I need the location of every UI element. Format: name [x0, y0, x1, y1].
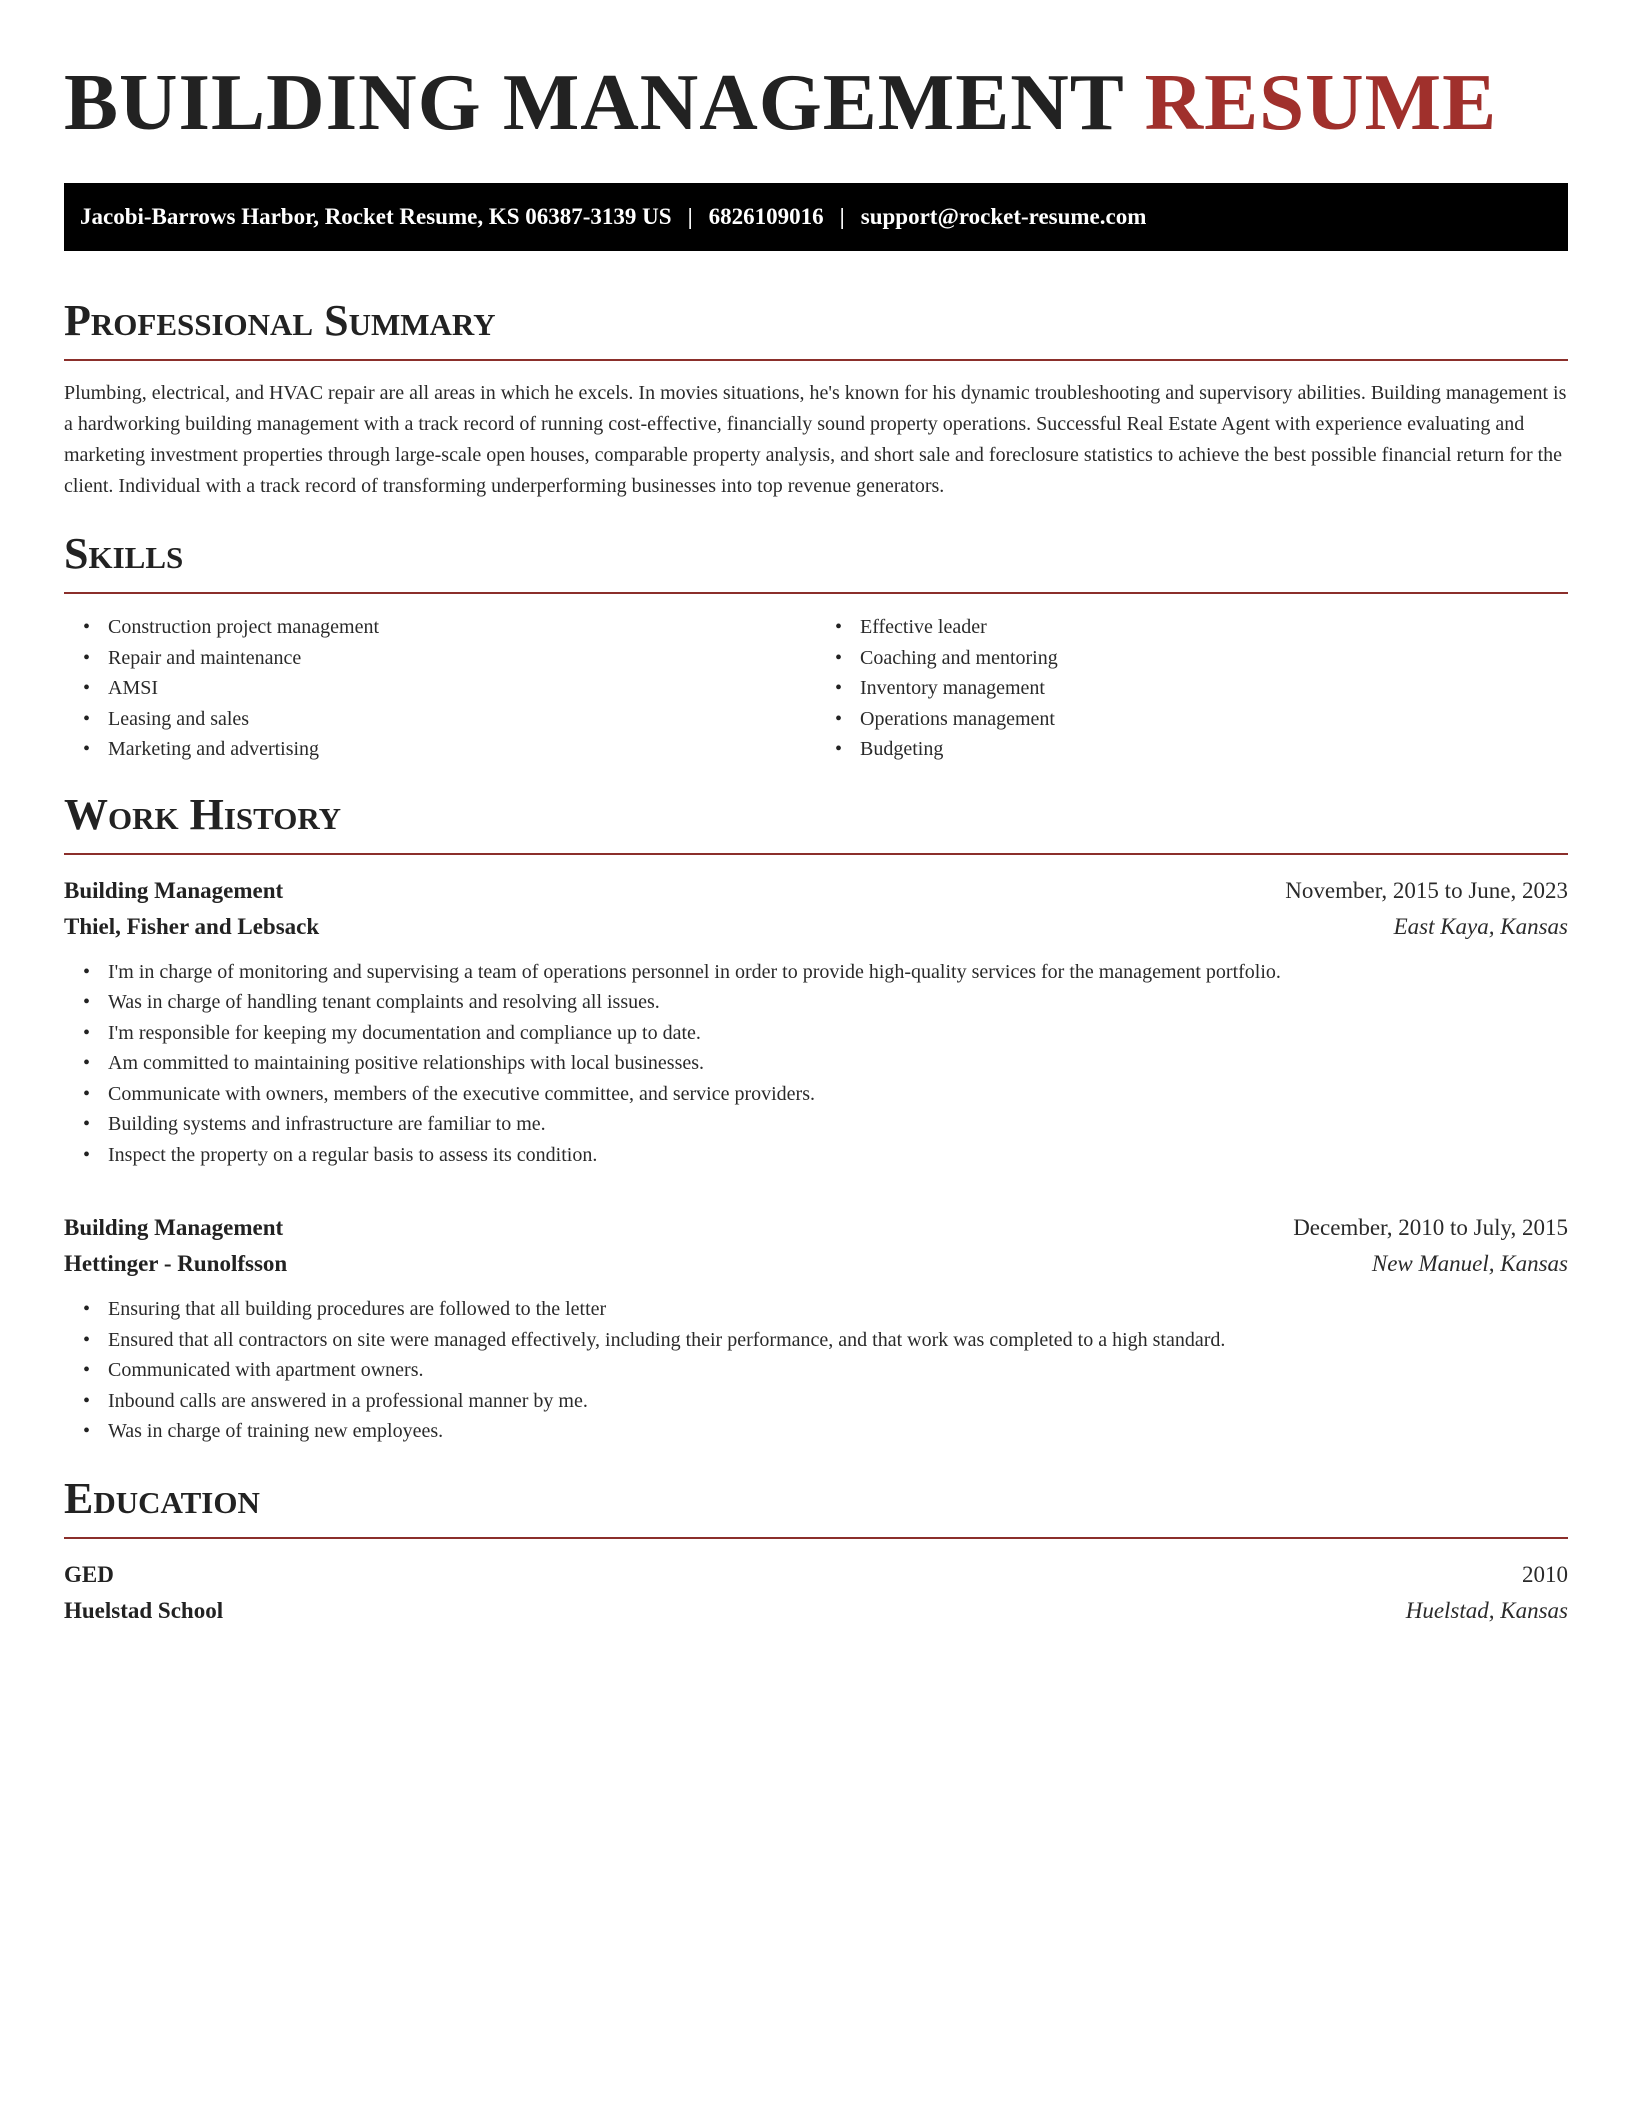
job-company-row: [64, 909, 1568, 945]
skill-item: • Inventory management: [860, 673, 1568, 704]
skills-list-left: [64, 612, 816, 765]
education-school-row: [64, 1593, 1568, 1629]
duty-item: • Building systems and infrastructure are familiar to me.: [108, 1109, 1568, 1140]
job-entry: [64, 1210, 1568, 1447]
skill-item: • Construction project management: [108, 612, 816, 643]
education-degree-row: [64, 1557, 1568, 1593]
education-school: Huelstad School: [64, 1597, 224, 1623]
education-year: 2010: [1522, 1561, 1568, 1587]
contact-separator: |: [687, 204, 693, 229]
work-history-section: [64, 789, 1568, 1447]
title-accent: RESUME: [1144, 57, 1498, 147]
skill-item: • AMSI: [108, 673, 816, 704]
job-title-row: [64, 873, 1568, 909]
skills-grid: [64, 612, 1568, 765]
skill-item: • Coaching and mentoring: [860, 643, 1568, 674]
job-duties: [64, 957, 1568, 1171]
job-title-row: [64, 1210, 1568, 1246]
job-role: Building Management: [64, 877, 284, 903]
job-dates: November, 2015 to June, 2023: [1285, 877, 1568, 903]
education-heading: Education: [64, 1473, 1568, 1539]
duty-item: • Ensuring that all building procedures are followed to the letter: [108, 1294, 1568, 1325]
job-company: Thiel, Fisher and Lebsack: [64, 913, 320, 939]
title-main: BUILDING MANAGEMENT: [64, 57, 1124, 147]
duty-item: • Inspect the property on a regular basis to assess its condition.: [108, 1140, 1568, 1171]
skills-section: [64, 528, 1568, 765]
contact-separator: |: [839, 204, 845, 229]
summary-section: [64, 295, 1568, 502]
education-degree: GED: [64, 1561, 114, 1587]
job-role: Building Management: [64, 1215, 284, 1240]
job-location: East Kaya, Kansas: [1393, 913, 1568, 939]
skills-heading: Skills: [64, 528, 1568, 594]
duty-item: • Inbound calls are answered in a professional manner by me.: [108, 1386, 1568, 1417]
job-company-row: [64, 1246, 1568, 1282]
duty-item: • I'm responsible for keeping my documentation and compliance up to date.: [108, 1018, 1568, 1049]
job-company: Hettinger - Runolfsson: [64, 1251, 288, 1276]
duty-item: • Am committed to maintaining positive relationships with local businesses.: [108, 1048, 1568, 1079]
contact-phone: 6826109016: [708, 204, 824, 229]
duty-item: • Was in charge of handling tenant complaints and resolving all issues.: [108, 987, 1568, 1018]
job-location: New Manuel, Kansas: [1371, 1251, 1568, 1276]
duty-item: • I'm in charge of monitoring and supervising a team of operations personnel in order to provide high-quality services for the management portfolio.: [108, 957, 1568, 988]
resume-title: [64, 54, 1568, 150]
skill-item: • Budgeting: [860, 734, 1568, 765]
job-duties: [64, 1294, 1568, 1447]
skill-item: • Marketing and advertising: [108, 734, 816, 765]
education-section: [64, 1473, 1568, 1629]
skill-item: • Effective leader: [860, 612, 1568, 643]
contact-address: Jacobi-Barrows Harbor, Rocket Resume, KS 06387-3139 US: [80, 204, 672, 229]
job-dates: December, 2010 to July, 2015: [1293, 1215, 1568, 1240]
duty-item: • Ensured that all contractors on site were managed effectively, including their performance, and that work was completed to a high standard.: [108, 1325, 1568, 1356]
skill-item: • Repair and maintenance: [108, 643, 816, 674]
duty-item: • Was in charge of training new employees.: [108, 1416, 1568, 1447]
skill-item: • Leasing and sales: [108, 704, 816, 735]
contact-bar: [64, 183, 1568, 251]
duty-item: • Communicate with owners, members of the executive committee, and service providers.: [108, 1079, 1568, 1110]
work-history-heading: Work History: [64, 789, 1568, 855]
duty-item: • Communicated with apartment owners.: [108, 1355, 1568, 1386]
summary-heading: Professional Summary: [64, 295, 1568, 361]
skills-list-right: [816, 612, 1568, 765]
skill-item: • Operations management: [860, 704, 1568, 735]
summary-text: Plumbing, electrical, and HVAC repair are all areas in which he excels. In movies situations, he's known for his dynamic troubleshooting and supervisory abilities. Building management is a hardworking building management with a track record of running cost-effective, financially sound property operations. Successful Real Estate Agent with experience evaluating and marketing investment properties through large-scale open houses, comparable property analysis, and short sale and foreclosure statistics to achieve the best possible financial return for the client. Individual with a track record of transforming underperforming businesses into top revenue generators.: [64, 382, 1567, 497]
job-entry: [64, 873, 1568, 1171]
contact-email: support@rocket-resume.com: [860, 204, 1147, 229]
education-entry: [64, 1557, 1568, 1629]
education-location: Huelstad, Kansas: [1405, 1597, 1568, 1623]
